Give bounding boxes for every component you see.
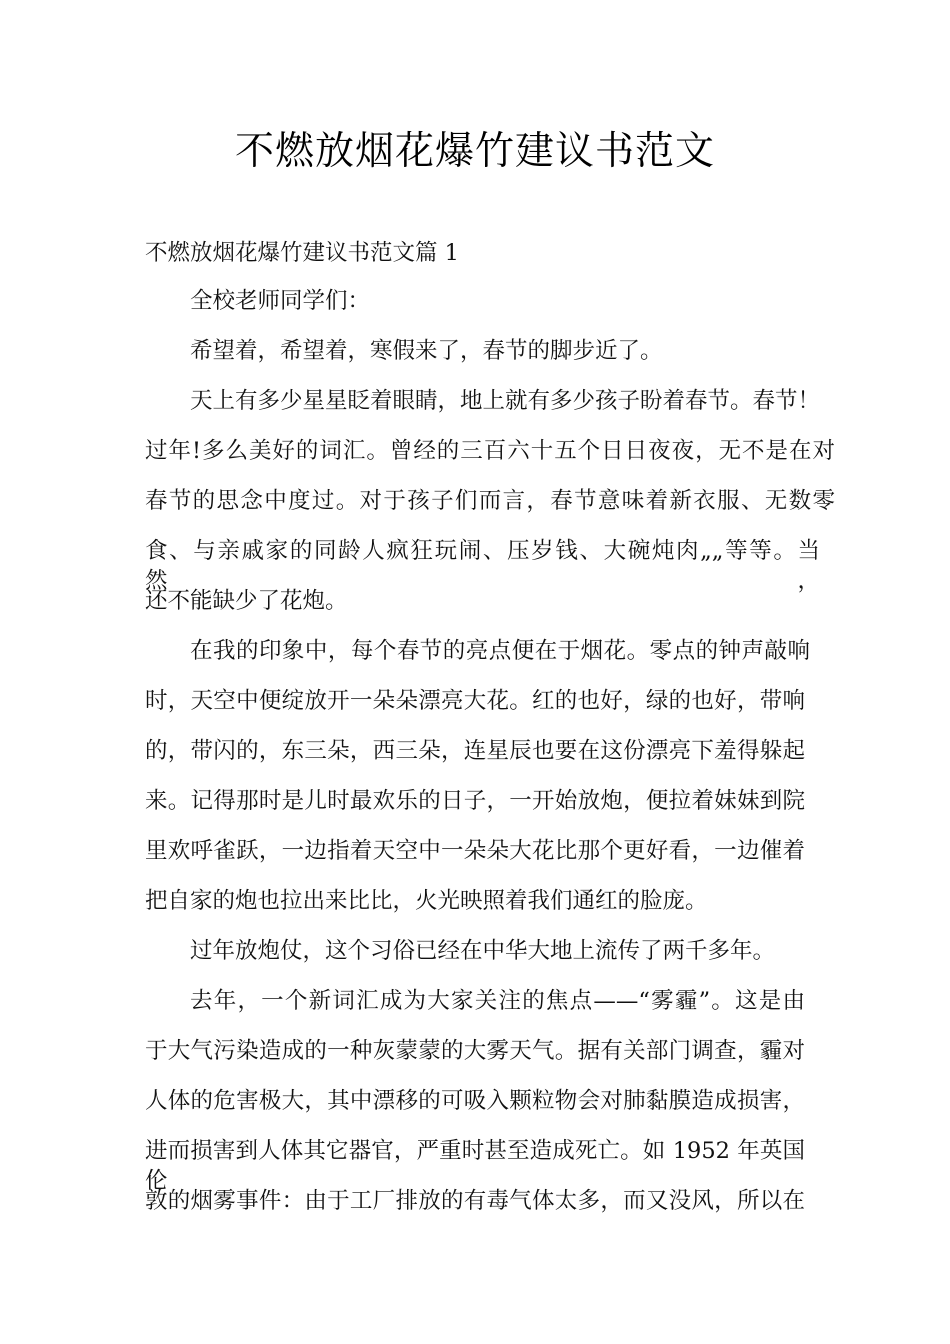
paragraph-line: 的，带闪的，东三朵，西三朵，连星辰也要在这份漂亮下羞得躲起 [145, 738, 805, 764]
paragraph-line: 过年!多么美好的词汇。曾经的三百六十五个日日夜夜，无不是在对 [145, 438, 835, 464]
paragraph-line: 希望着，希望着，寒假来了，春节的脚步近了。 [190, 338, 663, 364]
paragraph-line: 来。记得那时是儿时最欢乐的日子，一开始放炮，便拉着妹妹到院 [145, 788, 805, 814]
document-title: 不燃放烟花爆竹建议书范文 [234, 129, 715, 174]
paragraph-line: 天上有多少星星眨着眼睛，地上就有多少孩子盼着春节。春节！ [190, 388, 821, 414]
paragraph-line: 于大气污染造成的一种灰蒙蒙的大雾天气。据有关部门调查，霾对 [145, 1038, 805, 1064]
paragraph-line: 进而损害到人体其它器官，严重时甚至造成死亡。如 1952 年英国伦 [145, 1138, 805, 1194]
paragraph-line: 去年，一个新词汇成为大家关注的焦点——“雾霾”。这是由 [190, 988, 805, 1014]
section-heading: 不燃放烟花爆竹建议书范文篇 1 [145, 240, 459, 266]
paragraph-line: 食、与亲戚家的同龄人疯狂玩闹、压岁钱、大碗炖肉„„等等。当然， [145, 538, 820, 594]
paragraph-line: 在我的印象中，每个春节的亮点便在于烟花。零点的钟声敲响 [190, 638, 810, 664]
paragraph-line: 过年放炮仗，这个习俗已经在中华大地上流传了两千多年。 [190, 938, 776, 964]
paragraph-line: 时，天空中便绽放开一朵朵漂亮大花。红的也好，绿的也好，带响 [145, 688, 805, 714]
salutation-line: 全校老师同学们： [190, 288, 371, 314]
paragraph-line: 人体的危害极大，其中漂移的可吸入颗粒物会对肺黏膜造成损害， [145, 1088, 805, 1114]
paragraph-line: 敦的烟雾事件：由于工厂排放的有毒气体太多，而又没风，所以在 [145, 1188, 805, 1214]
paragraph-line: 里欢呼雀跃，一边指着天空中一朵朵大花比那个更好看，一边催着 [145, 838, 805, 864]
paragraph-line: 把自家的炮也拉出来比比，火光映照着我们通红的脸庞。 [145, 888, 708, 914]
paragraph-line: 还不能缺少了花炮。 [145, 588, 348, 614]
paragraph-line: 春节的思念中度过。对于孩子们而言，春节意味着新衣服、无数零 [145, 488, 835, 514]
